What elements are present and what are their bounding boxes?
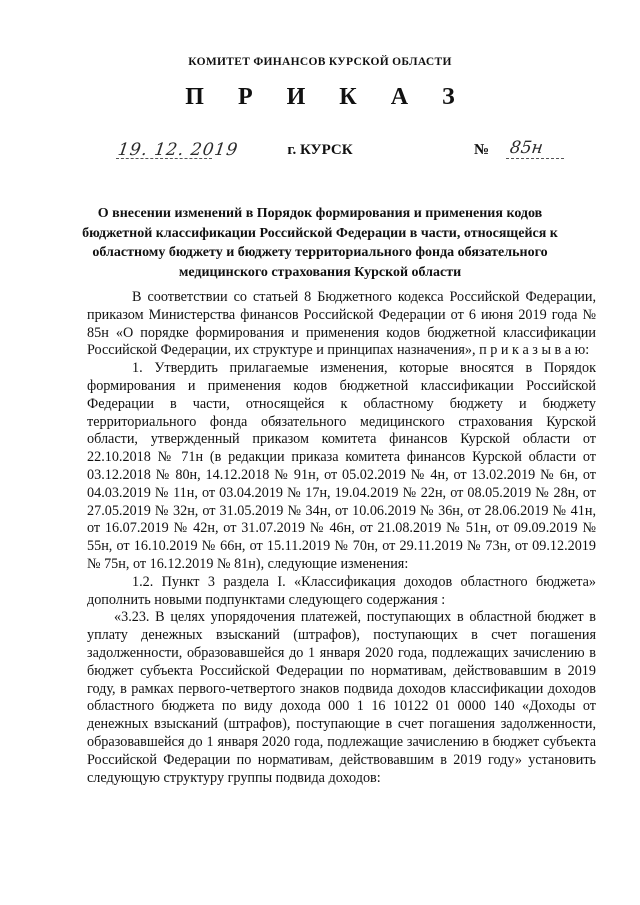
number-label: № xyxy=(474,142,490,158)
city-label: г. КУРСК xyxy=(287,142,353,158)
item-1-2-paragraph: 1.2. Пункт 3 раздела I. «Классификация доходов областного бюджета» дополнить новыми подпунктами следующего содержания : xyxy=(87,573,596,608)
item-1-paragraph: 1. Утвердить прилагаемые изменения, которые вносятся в Порядок формирования и применения кодов бюджетной классификации Российской Федерации в части, относящейся к областному бюджету и бюджету территориального фонда обязательного медицинского страхования Курской области, утвержденный приказом комитета финансов Курской области от 22.10.2018 № 71н (в редакции приказа комитета финансов Курской области от 03.12.2018 № 80н, 14.12.2018 № 91н, от 05.02.2019 № 4н, от 13.02.2019 № 6н, от 04.03.2019 № 11н, от 03.04.2019 № 17н, 19.04.2019 № 22н, от 08.05.2019 № 28н, от 27.05.2019 № 32н, от 31.05.2019 № 34н, от 10.06.2019 № 36н, от 28.06.2019 № 41н, от 16.07.2019 № 42н, от 31.07.2019 № 46н, от 21.08.2019 № 51н, от 09.09.2019 № 55н, от 16.10.2019 № 66н, от 15.11.2019 № 70н, от 29.11.2019 № 73н, от 09.12.2019 № 75н, от 16.12.2019 № 81н), следующие изменения: xyxy=(87,360,596,572)
document-type-title: П Р И К А З xyxy=(185,84,469,110)
number-underline xyxy=(506,158,564,159)
preamble-paragraph: В соответствии со статьей 8 Бюджетного кодекса Российской Федерации, приказом Министерства финансов Российской Федерации от 6 июня 2019 года № 85н «О порядке формирования и применения кодов бюджетной классификации Российской Федерации, их структуре и принципах назначения», п р и к а з ы в а ю: xyxy=(87,289,596,359)
item-3-23-paragraph: «3.23. В целях упорядочения платежей, поступающих в областной бюджет в уплату денежных взысканий (штрафов), поступающих в счет погашения задолженности, образовавшейся до 1 января 2020 года, подлежащих зачислению в бюджет субъекта Российской Федерации по нормативам, действовавшим в 2019 году, в рамках первого-четвертого знаков подвида доходов классификации доходов областного бюджета по виду дохода 000 1 16 10122 01 0000 140 «Доходы от денежных взысканий (штрафов), поступающие в счет погашения задолженности, образовавшейся до 1 января 2020 года, подлежащие зачислению в бюджет субъекта Российской Федерации по нормативам, действовавшим в 2019 году» установить следующую структуру группы подвида доходов: xyxy=(87,609,596,786)
handwritten-number: 85н xyxy=(508,138,545,158)
document-title: О внесении изменений в Порядок формирования и применения кодов бюджетной классификации Российской Федерации в части, относящейся к областному бюджету и бюджету территориального фонда обязательного медицинского страхования Курской области xyxy=(82,206,558,280)
document-body xyxy=(87,289,596,787)
committee-name: КОМИТЕТ ФИНАНСОВ КУРСКОЙ ОБЛАСТИ xyxy=(188,56,452,68)
handwritten-date: 19. 12. 2019 xyxy=(116,140,240,160)
